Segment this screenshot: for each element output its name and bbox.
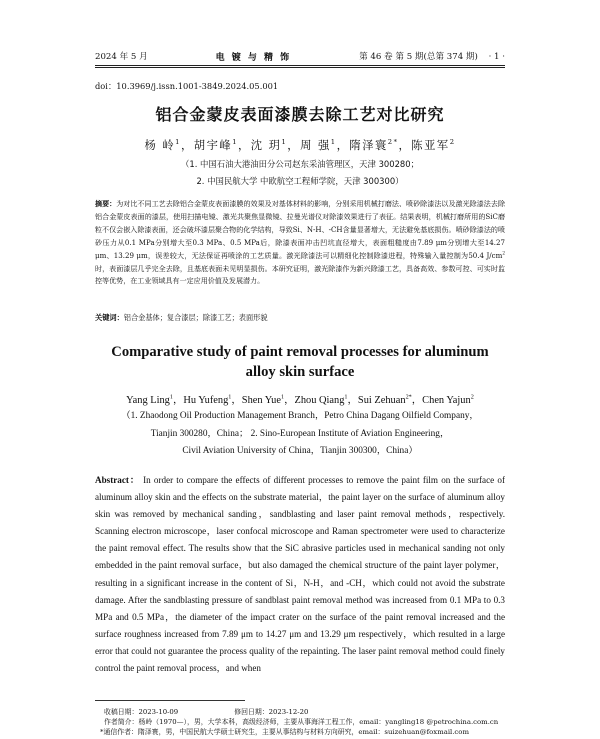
header-volume: 第 46 卷 第 5 期(总第 374 期) xyxy=(359,52,478,62)
english-affiliation-3: Civil Aviation University of China，Tianjin 300300，China） xyxy=(182,446,418,456)
english-affiliations xyxy=(95,408,505,461)
chinese-abstract-text: 为对比不同工艺去除铝合金蒙皮表面漆膜的效果及对基体材料的影响，分别采用机械打磨法、喷砂除漆法以及激光除漆法去除铝合金蒙皮表面的漆层，使用扫描电镜、激光共聚焦显微镜、拉曼光谱仪对除漆效果进行了表征。结果表明，机械打磨所用的SiC磨粒不仅会嵌入除漆表面，还会破坏漆层聚合物的化学结构，导致Si、N-H、-CH含量显著增大，无法避免基底损伤。喷砂除漆法的喷砂压力从0.1 MPa分别增大至0.3 MPa、0.5 MPa后，除漆表面冲击凹坑直径增大，表面粗糙度由7.89 μm分别增大至14.27 μm、13.29 μm，误差较大，无法保证再喷涂的工艺质量。激光除漆法可以精细化控制除漆进程，特殊输入量控制为50.4 $J/cm^2$时，表面漆层几乎完全去除，且基底表面未见明显损伤。本研究证明，激光除漆作为新兴除漆工艺，具备高效、参数可控、可实时监控等优势，在工业领域具有一定应用价值及发展潜力。 xyxy=(95,199,505,286)
chinese-affiliation-1: （1. 中国石油大港油田分公司赵东采油管理区，天津 300280； xyxy=(181,159,419,169)
english-abstract-text: In order to compare the effects of different processes to remove the paint film on the surface of aluminum alloy skin and the effects on the substrate material，the paint layer on the surface of aluminum alloy skin was removed by mechanical sanding，sandblasting and laser paint removal methods，respectively. Scanning electron microscope，laser confocal microscope and Raman spectrometer were used to characterize the paint removal effect. The results show that the SiC abrasive particles used in mechanical sanding not only embedded in the paint removal surface，but also damaged the chemical structure of the paint layer polymer，resulting in a significant increase in the content of Si，N-H，and -CH，which could not avoid the substrate damage. After the sandblasting pressure of sandblast paint removal method was increased from 0.1 MPa to 0.3 MPa and 0.5 MPa，the diameter of the impact crater on the surface of the paint removal increased and the surface roughness increased from 7.89 μm to 14.27 μm and 13.29 μm respectively，which resulted in a large error that could not guarantee the process quality of the repainting. The laser paint removal method could finely control the paint removal process，and when xyxy=(95,475,505,674)
chinese-affiliation-2: 2. 中国民航大学 中欧航空工程师学院，天津 300300） xyxy=(196,176,404,186)
english-affiliation-2: Tianjin 300280，China； 2. Sino-European Institute of Aviation Engineering， xyxy=(150,428,450,439)
header-page-number: · 1 · xyxy=(488,52,505,62)
chinese-abstract-label: 摘要： xyxy=(95,199,117,208)
running-header xyxy=(95,48,505,64)
english-abstract xyxy=(95,472,505,694)
revised-date: 修回日期：2023-12-20 xyxy=(234,708,309,716)
english-title: Comparative study of paint removal processes for aluminum alloy skin surface xyxy=(111,344,489,380)
header-rule-top xyxy=(95,65,505,66)
received-date: 收稿日期：2023-10-09 xyxy=(104,708,179,716)
footnote-dates xyxy=(104,706,505,716)
chinese-title: 铝合金蒙皮表面漆膜去除工艺对比研究 xyxy=(155,105,445,124)
footnote-first-author: 作者简介：杨岭（1970—），男，大学本科，高级经济师，主要从事海洋工程工作，email：yangling18 @petrochina.com.cn xyxy=(104,718,499,726)
english-authors: Yang Ling$^1$，Hu Yufeng$^1$，Shen Yue$^1$，Zhou Qiang$^1$，Sui Zehuan$^{2*}$，Chen Yajun$^2$ xyxy=(126,393,474,406)
chinese-keywords-label: 关键词： xyxy=(95,313,124,322)
chinese-abstract xyxy=(95,198,505,304)
footnote-corresponding-author: *通信作者：隋泽寰，男，中国民航大学硕士研究生，主要从事结构与材料方向研究，email：suizehuan@foxmail.com xyxy=(100,728,469,736)
footnote-rule xyxy=(95,700,245,701)
chinese-keywords-text: 铝合金基体；复合漆层；除漆工艺；表面形貌 xyxy=(123,313,268,322)
english-abstract-label: Abstract： xyxy=(95,475,140,485)
english-affiliation-1: （1. Zhaodong Oil Production Management Branch，Petro China Dagang Oilfield Company， xyxy=(121,411,479,421)
header-date: 2024 年 5 月 xyxy=(95,52,148,62)
header-volume-page xyxy=(359,50,505,62)
chinese-keywords xyxy=(95,313,505,323)
journal-name: 电 镀 与 精 饰 xyxy=(215,52,292,63)
chinese-authors: 杨 岭$^1$，胡宇峰$^1$，沈 玥$^1$，周 强$^1$，隋泽寰$^{2*}$，陈亚军$^2$ xyxy=(144,138,456,152)
doi: doi：10.3969/j.issn.1001-3849.2024.05.001 xyxy=(95,81,279,91)
header-rule-bottom xyxy=(95,67,505,68)
